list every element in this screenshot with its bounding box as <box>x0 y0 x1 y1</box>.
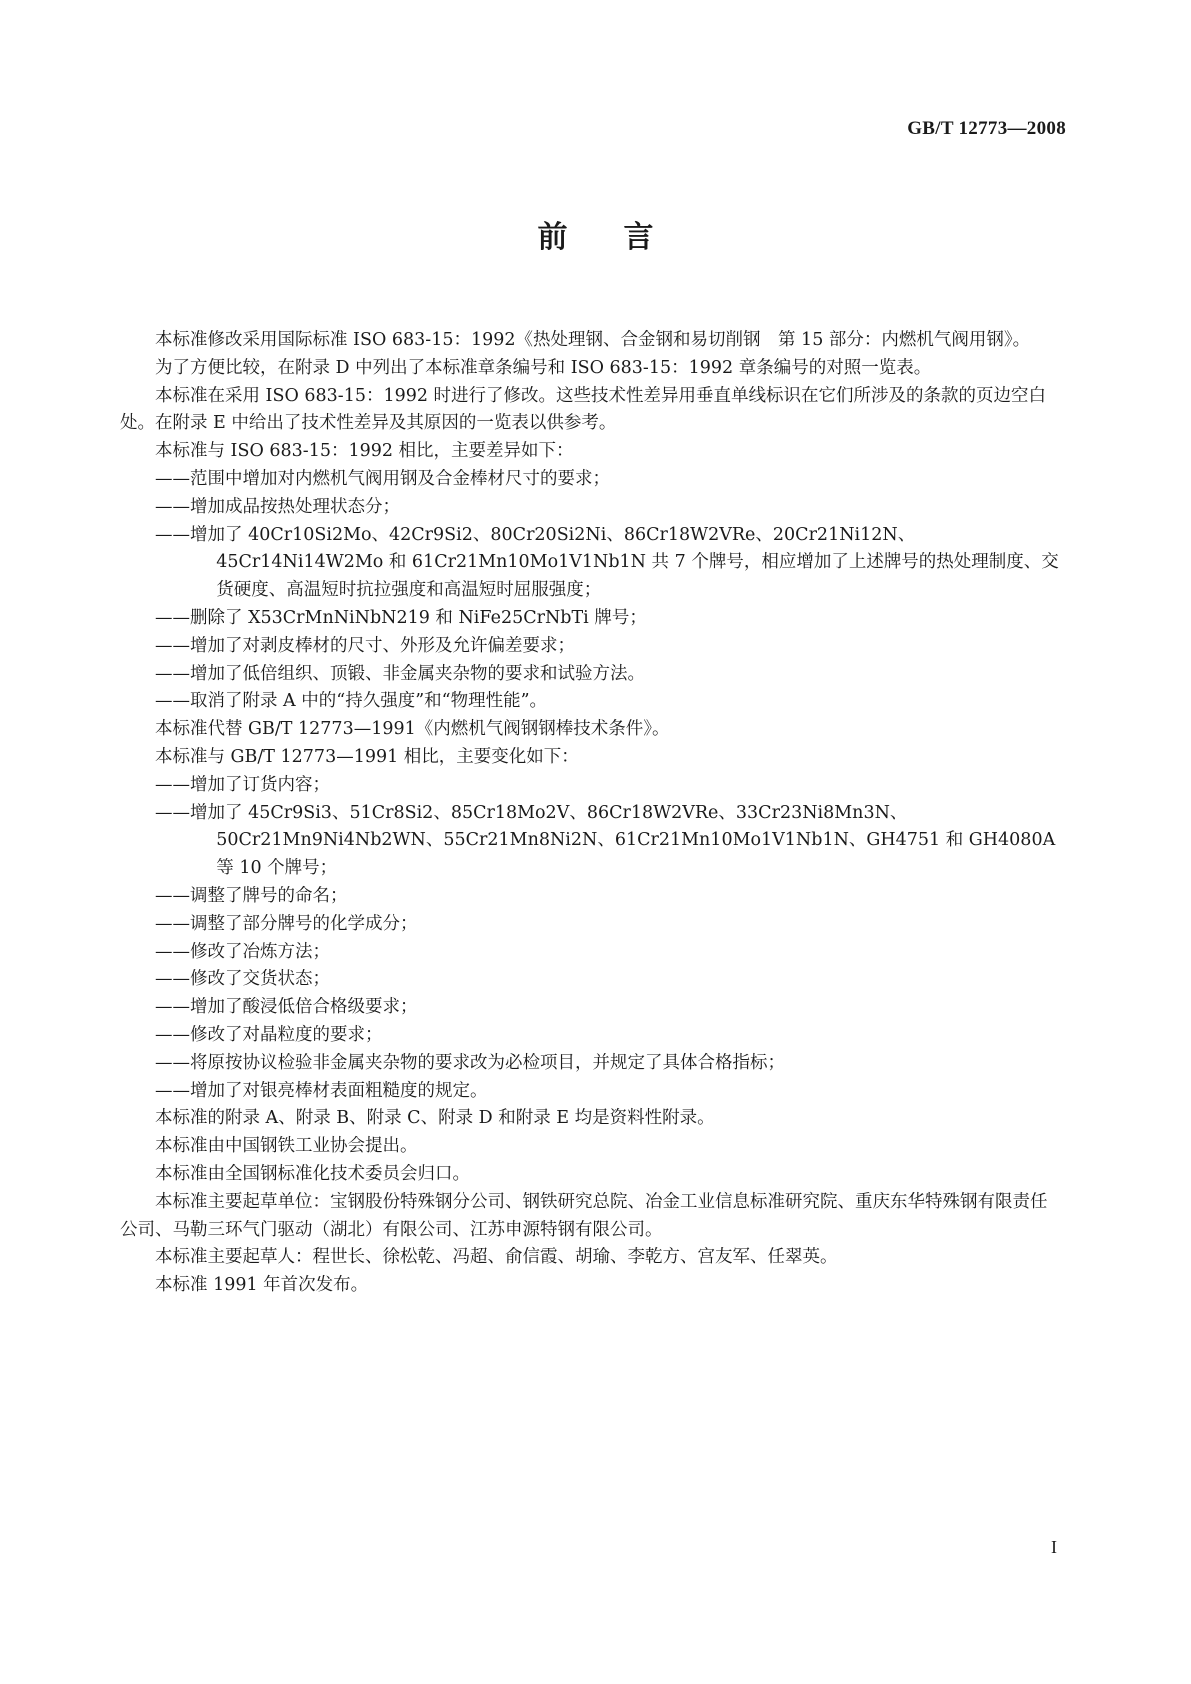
list-item: ——增加了 40Cr10Si2Mo、42Cr9Si2、80Cr20Si2Ni、86Cr18W2VRe、20Cr21Ni12N、45Cr14Ni14W2Mo 和 61Cr21Mn10Mo1V1Nb1N 共 7 个牌号，相应增加了上述牌号的热处理制度、交货硬度、高温短时抗拉强度和高温短时屈服强度； <box>155 524 1059 601</box>
list-item: ——范围中增加对内燃机气阀用钢及合金棒材尺寸的要求； <box>155 468 610 489</box>
paragraph: 本标准的附录 A、附录 B、附录 C、附录 D 和附录 E 均是资料性附录。 <box>155 1108 715 1129</box>
list-item: ——增加了酸浸低倍合格级要求； <box>155 997 418 1018</box>
paragraph: 本标准代替 GB/T 12773—1991《内燃机气阀钢钢棒技术条件》。 <box>155 719 670 740</box>
paragraph: 为了方便比较，在附录 D 中列出了本标准章条编号和 ISO 683-15：1992 章条编号的对照一览表。 <box>155 357 932 378</box>
list-item: ——增加了对银亮棒材表面粗糙度的规定。 <box>155 1080 488 1101</box>
list-item: ——增加了订货内容； <box>155 774 330 795</box>
list-item: ——调整了牌号的命名； <box>155 885 348 906</box>
paragraph: 本标准由全国钢标准化技术委员会归口。 <box>155 1163 470 1184</box>
foreword-body <box>120 327 1060 1300</box>
list-item: ——修改了交货状态； <box>155 969 330 990</box>
paragraph: 本标准与 GB/T 12773—1991 相比，主要变化如下： <box>155 746 579 767</box>
paragraph: 本标准主要起草人：程世长、徐松乾、冯超、俞信霞、胡瑜、李乾方、宫友军、任翠英。 <box>155 1247 838 1268</box>
paragraph: 本标准由中国钢铁工业协会提出。 <box>155 1136 418 1157</box>
list-item: ——删除了 X53CrMnNiNbN219 和 NiFe25CrNbTi 牌号； <box>155 607 647 628</box>
list-item: ——调整了部分牌号的化学成分； <box>155 913 418 934</box>
list-item: ——修改了对晶粒度的要求； <box>155 1024 383 1045</box>
paragraph: 本标准与 ISO 683-15：1992 相比，主要差异如下： <box>155 441 574 462</box>
paragraph: 本标准在采用 ISO 683-15：1992 时进行了修改。这些技术性差异用垂直单线标识在它们所涉及的条款的页边空白处。在附录 E 中给出了技术性差异及其原因的一览表以供参考。 <box>120 385 1047 434</box>
list-item: ——增加了低倍组织、顶锻、非金属夹杂物的要求和试验方法。 <box>155 663 645 684</box>
list-item: ——增加了对剥皮棒材的尺寸、外形及允许偏差要求； <box>155 635 575 656</box>
list-item: ——取消了附录 A 中的“持久强度”和“物理性能”。 <box>155 691 548 712</box>
page-number: I <box>1051 1537 1057 1557</box>
page-title: 前言 <box>537 220 710 255</box>
list-item: ——增加了 45Cr9Si3、51Cr8Si2、85Cr18Mo2V、86Cr18W2VRe、33Cr23Ni8Mn3N、50Cr21Mn9Ni4Nb2WN、55Cr21Mn8Ni2N、61Cr21Mn10Mo1V1Nb1N、GH4751 和 GH4080A 等 10 个牌号； <box>155 802 1061 879</box>
paragraph: 本标准修改采用国际标准 ISO 683-15：1992《热处理钢、合金钢和易切削钢 第 15 部分：内燃机气阀用钢》。 <box>155 330 1031 350</box>
paragraph: 本标准主要起草单位：宝钢股份特殊钢分公司、钢铁研究总院、冶金工业信息标准研究院、重庆东华特殊钢有限责任公司、马勒三环气门驱动（湖北）有限公司、江苏申源特钢有限公司。 <box>120 1191 1048 1240</box>
list-item: ——修改了冶炼方法； <box>155 941 330 962</box>
paragraph: 本标准 1991 年首次发布。 <box>155 1275 369 1296</box>
list-item: ——将原按协议检验非金属夹杂物的要求改为必检项目，并规定了具体合格指标； <box>155 1052 785 1073</box>
list-item: ——增加成品按热处理状态分； <box>155 496 400 517</box>
standard-code: GB/T 12773—2008 <box>907 118 1066 139</box>
